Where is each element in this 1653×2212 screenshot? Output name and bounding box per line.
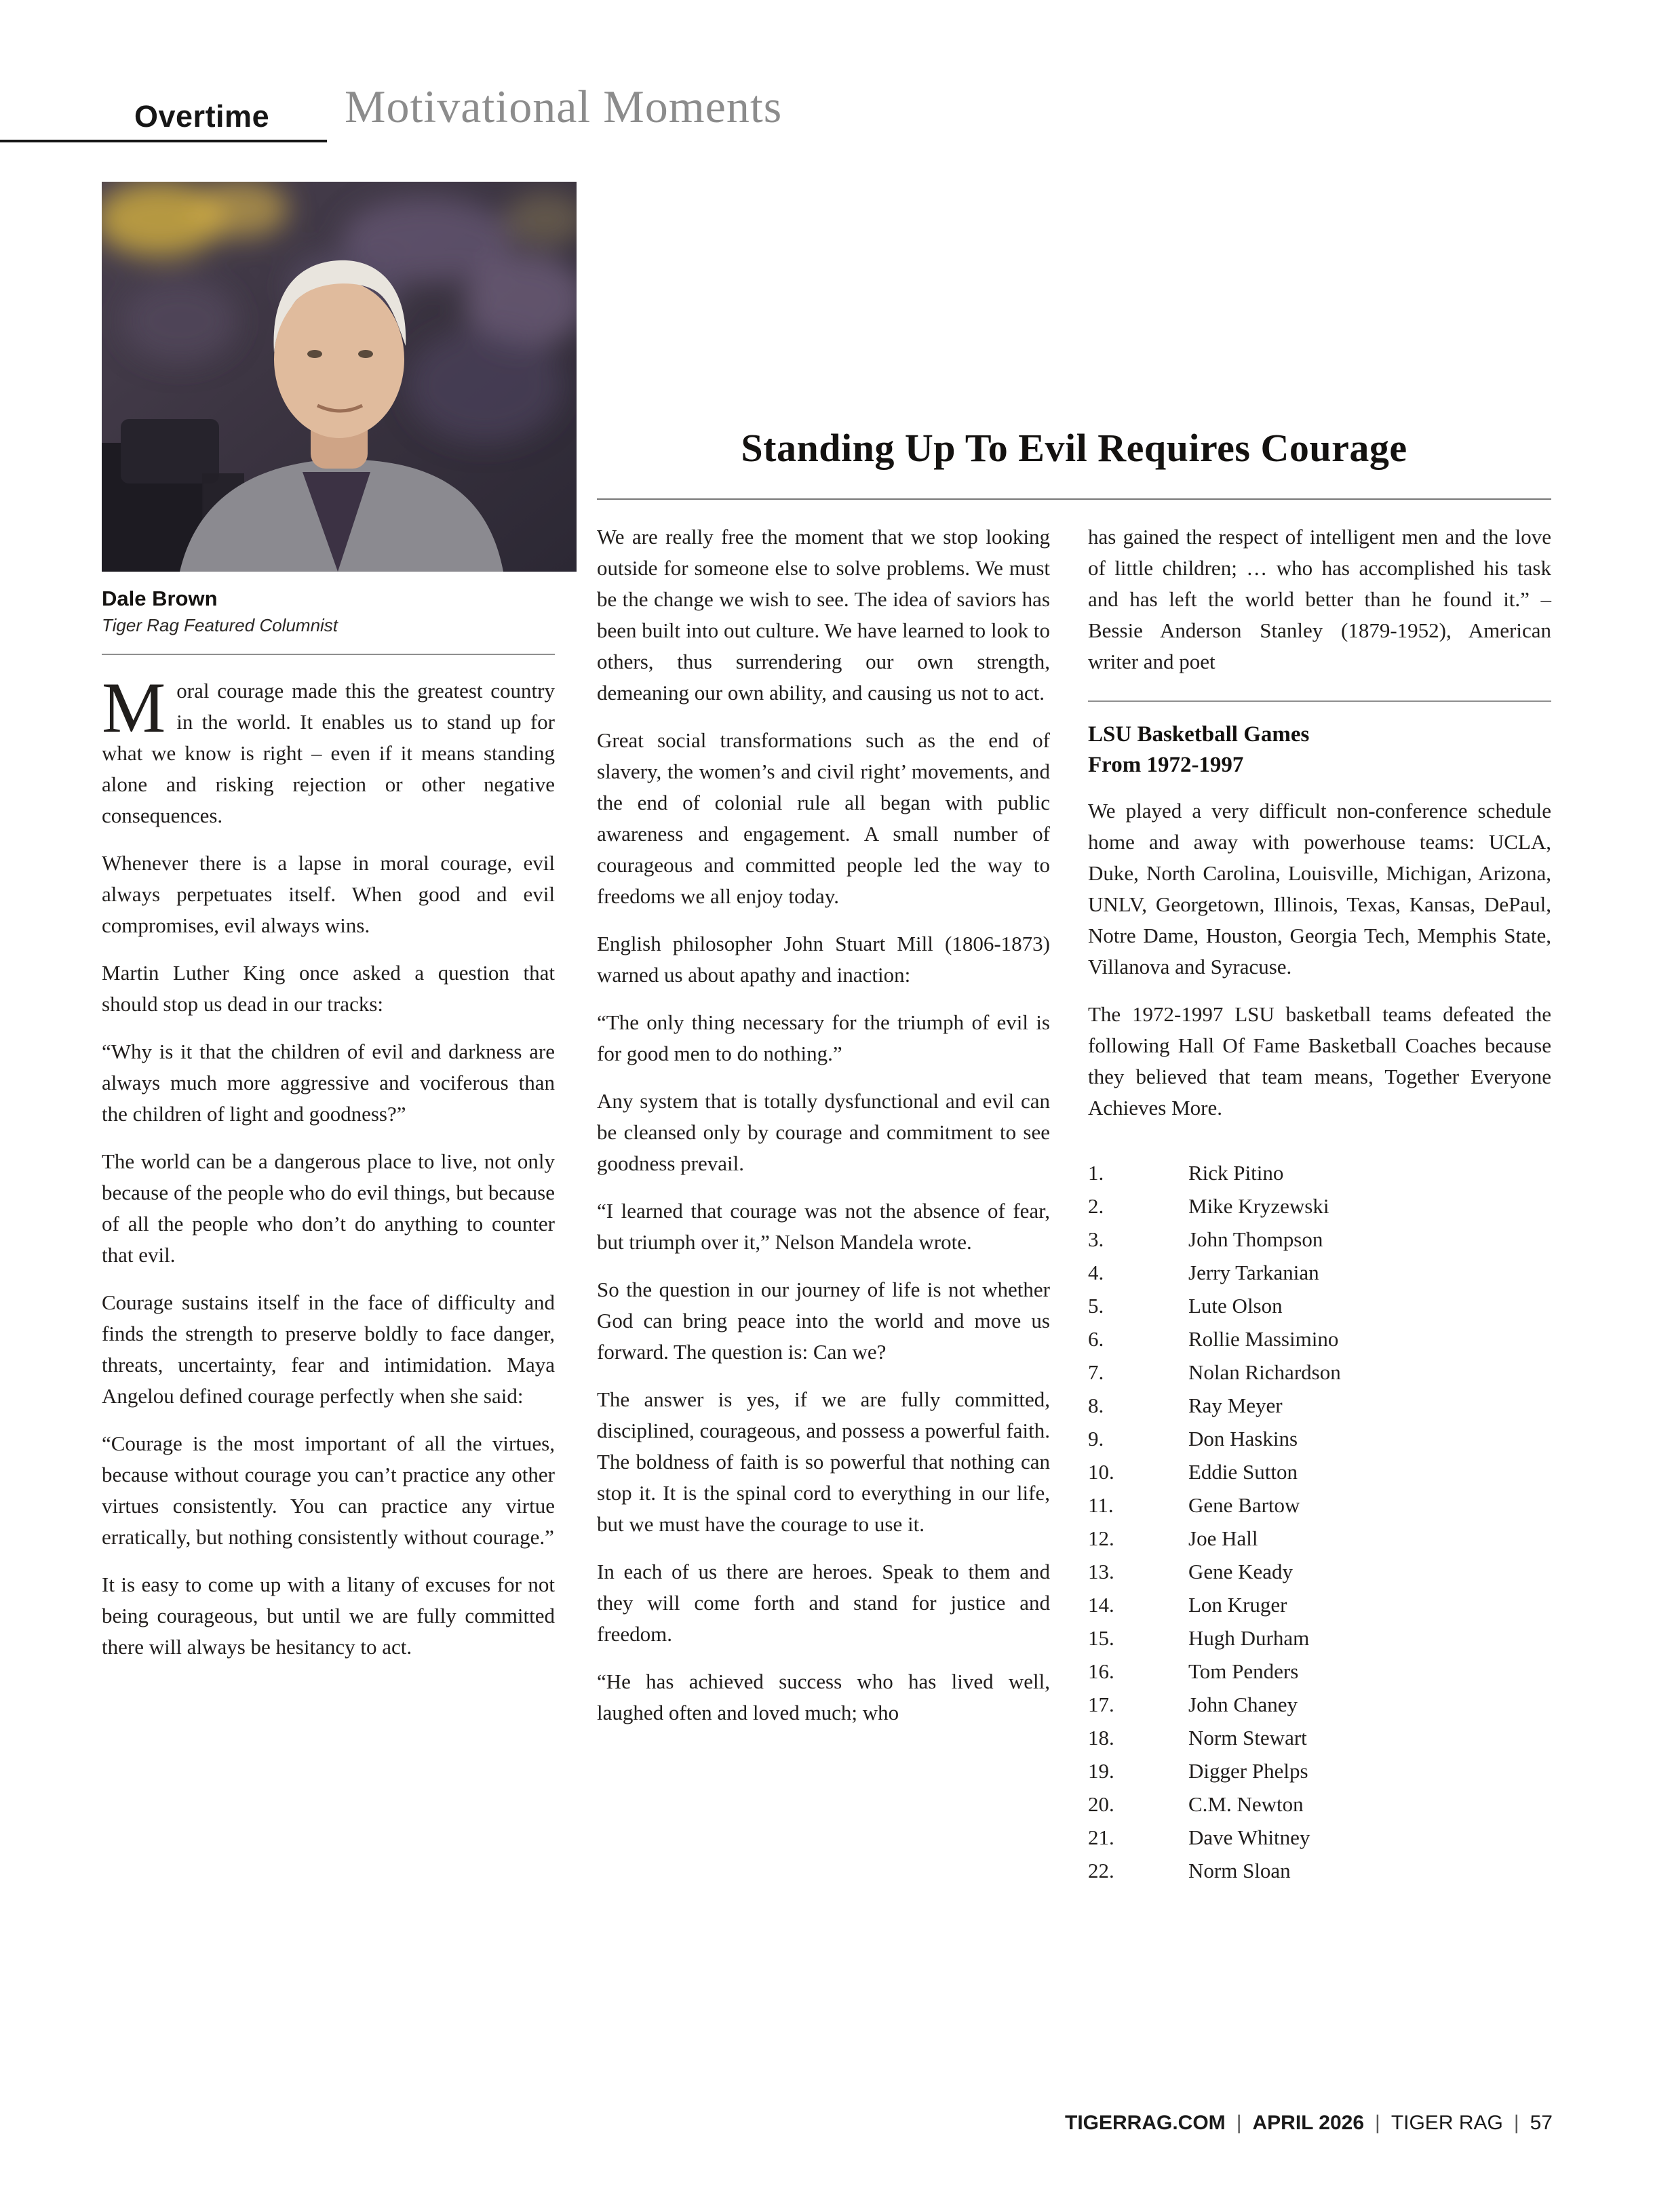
- article-paragraph-dropcap: [102, 668, 555, 831]
- coach-number: 6.: [1088, 1326, 1104, 1351]
- coach-name: John Chaney: [1188, 1692, 1298, 1716]
- coach-number: 15.: [1088, 1625, 1114, 1650]
- column-1-paragraphs: [102, 848, 555, 1663]
- headline-divider-rule: [597, 498, 1551, 500]
- coach-number: 1.: [1088, 1160, 1104, 1185]
- byline-name: Dale Brown: [102, 587, 218, 610]
- coach-row: [1088, 1356, 1551, 1389]
- footer-issue: APRIL 2026: [1252, 2112, 1365, 2134]
- coach-name: John Thompson: [1188, 1227, 1323, 1251]
- coach-name: Mike Kryzewski: [1188, 1193, 1329, 1218]
- article-paragraph: Whenever there is a lapse in moral courage, evil always perpetuates itself. When good and evil compromises, evil always wins.: [102, 851, 555, 937]
- coach-name: Joe Hall: [1188, 1526, 1258, 1550]
- article-paragraph: We are really free the moment that we stop looking outside for someone else to solve problems. We must be the change we wish to see. The idea of saviors has been built into out culture. We have learned to look to others, thus surrendering our own strength, demeaning our own ability, and causing us not to act.: [597, 524, 1050, 705]
- sidebar-paragraphs: [1088, 795, 1551, 1124]
- coach-number: 12.: [1088, 1526, 1114, 1550]
- coach-row: [1088, 1223, 1551, 1256]
- paragraph-text: oral courage made this the greatest country in the world. It enables us to stand up for what we know is right – even if it means standing alone and risking rejection or other negative consequences.: [102, 679, 555, 827]
- coach-row: [1088, 1555, 1551, 1588]
- coach-row: [1088, 1788, 1551, 1821]
- coach-name: Lute Olson: [1188, 1293, 1283, 1318]
- sidebar-divider-rule: [1088, 700, 1551, 702]
- coach-name: Digger Phelps: [1188, 1758, 1308, 1783]
- coach-number: 17.: [1088, 1692, 1114, 1716]
- coach-name: Ray Meyer: [1188, 1393, 1283, 1417]
- article-paragraph: Any system that is totally dysfunctional and evil can be cleansed only by courage and commitment to see goodness prevail.: [597, 1088, 1050, 1175]
- footer-separator: |: [1375, 2112, 1380, 2134]
- coach-row: [1088, 1522, 1551, 1555]
- coach-row: [1088, 1655, 1551, 1688]
- byline-divider-rule: [102, 654, 555, 655]
- coach-row: [1088, 1721, 1551, 1754]
- coach-name: Rick Pitino: [1188, 1160, 1284, 1185]
- coach-name: Gene Bartow: [1188, 1493, 1300, 1517]
- coach-name: Eddie Sutton: [1188, 1459, 1298, 1484]
- coach-number: 4.: [1088, 1260, 1104, 1284]
- footer-magazine: TIGER RAG: [1391, 2112, 1503, 2134]
- article-paragraph: It is easy to come up with a litany of excuses for not being courageous, but until we are fully committed there will always be hesitancy to act.: [102, 1573, 555, 1659]
- coach-number: 2.: [1088, 1193, 1104, 1218]
- article-paragraph: “He has achieved success who has lived well, laughed often and loved much; who: [597, 1669, 1050, 1724]
- coach-number: 10.: [1088, 1459, 1114, 1484]
- sidebar-heading: [1088, 719, 1551, 781]
- article-paragraph: “Courage is the most important of all the virtues, because without courage you can’t practice any other virtues consistently. You can practice any virtue erratically, but nothing consistently without courage.”: [102, 1431, 555, 1549]
- article-paragraph: The answer is yes, if we are fully committed, disciplined, courageous, and possess a powerful faith. The boldness of faith is so powerful that nothing can stop it. It is the spinal cord to everything in our life, but we must have the courage to use it.: [597, 1387, 1050, 1536]
- coach-row: [1088, 1854, 1551, 1887]
- kicker: Overtime: [134, 99, 270, 134]
- footer-separator: |: [1513, 2112, 1519, 2134]
- coach-name: Nolan Richardson: [1188, 1360, 1341, 1384]
- coach-name: Tom Penders: [1188, 1659, 1299, 1683]
- coach-row: [1088, 1488, 1551, 1522]
- footer-separator: |: [1236, 2112, 1242, 2134]
- column-3: [1088, 521, 1551, 1887]
- coach-row: [1088, 1422, 1551, 1455]
- coach-number: 3.: [1088, 1227, 1104, 1251]
- article-paragraph: In each of us there are heroes. Speak to them and they will come forth and stand for justice and freedom.: [597, 1559, 1050, 1646]
- coach-number: 9.: [1088, 1426, 1104, 1450]
- coach-number: 5.: [1088, 1293, 1104, 1318]
- coach-row: [1088, 1289, 1551, 1322]
- kicker-underline-rule: [0, 140, 327, 142]
- coach-number: 11.: [1088, 1493, 1114, 1517]
- coach-row: [1088, 1821, 1551, 1854]
- coach-row: [1088, 1256, 1551, 1289]
- article-paragraph: has gained the respect of intelligent men and the love of little children; … who has accomplished his task and has left the world better than he found it.” – Bessie Anderson Stanley (1879-1952), American writer and poet: [1088, 524, 1551, 673]
- coach-name: Jerry Tarkanian: [1188, 1260, 1319, 1284]
- coach-row: [1088, 1455, 1551, 1488]
- dale-brown-photo-graphic: [102, 182, 577, 572]
- article-paragraph: Courage sustains itself in the face of difficulty and finds the strength to preserve boldly to face danger, threats, uncertainty, fear and intimidation. Maya Angelou defined courage perfectly when she said:: [102, 1290, 555, 1408]
- sidebar-heading-line2: From 1972-1997: [1088, 752, 1244, 777]
- coach-number: 14.: [1088, 1592, 1114, 1617]
- column-1: [102, 668, 555, 1663]
- byline-role: Tiger Rag Featured Columnist: [102, 615, 338, 635]
- page-footer: [1065, 2112, 1553, 2135]
- article-paragraph: Martin Luther King once asked a question that should stop us dead in our tracks:: [102, 961, 555, 1016]
- coach-name: Norm Sloan: [1188, 1858, 1291, 1882]
- coach-number: 21.: [1088, 1825, 1114, 1849]
- coach-row: [1088, 1621, 1551, 1655]
- left-column: [102, 182, 577, 1663]
- coach-number: 22.: [1088, 1858, 1114, 1882]
- coach-name: Hugh Durham: [1188, 1625, 1310, 1650]
- coach-number: 19.: [1088, 1758, 1114, 1783]
- coach-row: [1088, 1588, 1551, 1621]
- coach-row: [1088, 1688, 1551, 1721]
- sidebar-heading-line1: LSU Basketball Games: [1088, 722, 1310, 747]
- coach-name: Rollie Massimino: [1188, 1326, 1339, 1351]
- coach-name: Dave Whitney: [1188, 1825, 1310, 1849]
- coaches-list: [1088, 1156, 1551, 1887]
- article-columns: [597, 521, 1551, 1887]
- coach-number: 8.: [1088, 1393, 1104, 1417]
- column-2: [597, 521, 1050, 1887]
- article-paragraph: “Why is it that the children of evil and darkness are always much more aggressive and vociferous than the children of light and goodness?”: [102, 1040, 555, 1126]
- coach-row: [1088, 1156, 1551, 1189]
- footer-site: TIGERRAG.COM: [1065, 2112, 1226, 2134]
- sidebar-paragraph: The 1972-1997 LSU basketball teams defeated the following Hall Of Fame Basketball Coaches because they believed that team means, Together Everyone Achieves More.: [1088, 1002, 1551, 1120]
- article-headline: Standing Up To Evil Requires Courage: [741, 426, 1407, 470]
- sidebar-paragraph: We played a very difficult non-conference schedule home and away with powerhouse teams: UCLA, Duke, North Carolina, Louisville, Michigan, Arizona, UNLV, Georgetown, Illinois, Texas, Kansas, DePaul, Notre Dame, Houston, Georgia Tech, Memphis State, Villanova and Syracuse.: [1088, 798, 1551, 979]
- coach-row: [1088, 1389, 1551, 1422]
- article-paragraph: Great social transformations such as the end of slavery, the women’s and civil right’ movements, and the end of colonial rule all began with public awareness and engagement. A small number of courageous and committed people led the way to freedoms we all enjoy today.: [597, 728, 1050, 908]
- coach-number: 20.: [1088, 1792, 1114, 1816]
- coach-name: C.M. Newton: [1188, 1792, 1304, 1816]
- coach-name: Lon Kruger: [1188, 1592, 1287, 1617]
- article-paragraph: So the question in our journey of life is not whether God can bring peace into the world and move us forward. The question is: Can we?: [597, 1277, 1050, 1364]
- article-paragraph: “I learned that courage was not the absence of fear, but triumph over it,” Nelson Mandela wrote.: [597, 1198, 1050, 1254]
- coach-name: Norm Stewart: [1188, 1725, 1307, 1750]
- footer-page-number: 57: [1530, 2112, 1553, 2134]
- coach-number: 18.: [1088, 1725, 1114, 1750]
- drop-cap: M: [102, 668, 166, 747]
- section-title: Motivational Moments: [345, 81, 783, 132]
- coach-name: Gene Keady: [1188, 1559, 1294, 1583]
- dale-brown-photo: [102, 182, 577, 572]
- coach-row: [1088, 1189, 1551, 1223]
- coach-row: [1088, 1322, 1551, 1356]
- article-paragraph: English philosopher John Stuart Mill (1806-1873) warned us about apathy and inaction:: [597, 931, 1050, 987]
- article-paragraph: “The only thing necessary for the triumph of evil is for good men to do nothing.”: [597, 1010, 1050, 1065]
- coach-number: 7.: [1088, 1360, 1104, 1384]
- coach-number: 13.: [1088, 1559, 1114, 1583]
- article-paragraph: The world can be a dangerous place to live, not only because of the people who do evil things, but because of all the people who don’t do anything to counter that evil.: [102, 1149, 555, 1267]
- coach-name: Don Haskins: [1188, 1426, 1298, 1450]
- coach-number: 16.: [1088, 1659, 1114, 1683]
- coach-row: [1088, 1754, 1551, 1788]
- article-main: [597, 182, 1551, 1887]
